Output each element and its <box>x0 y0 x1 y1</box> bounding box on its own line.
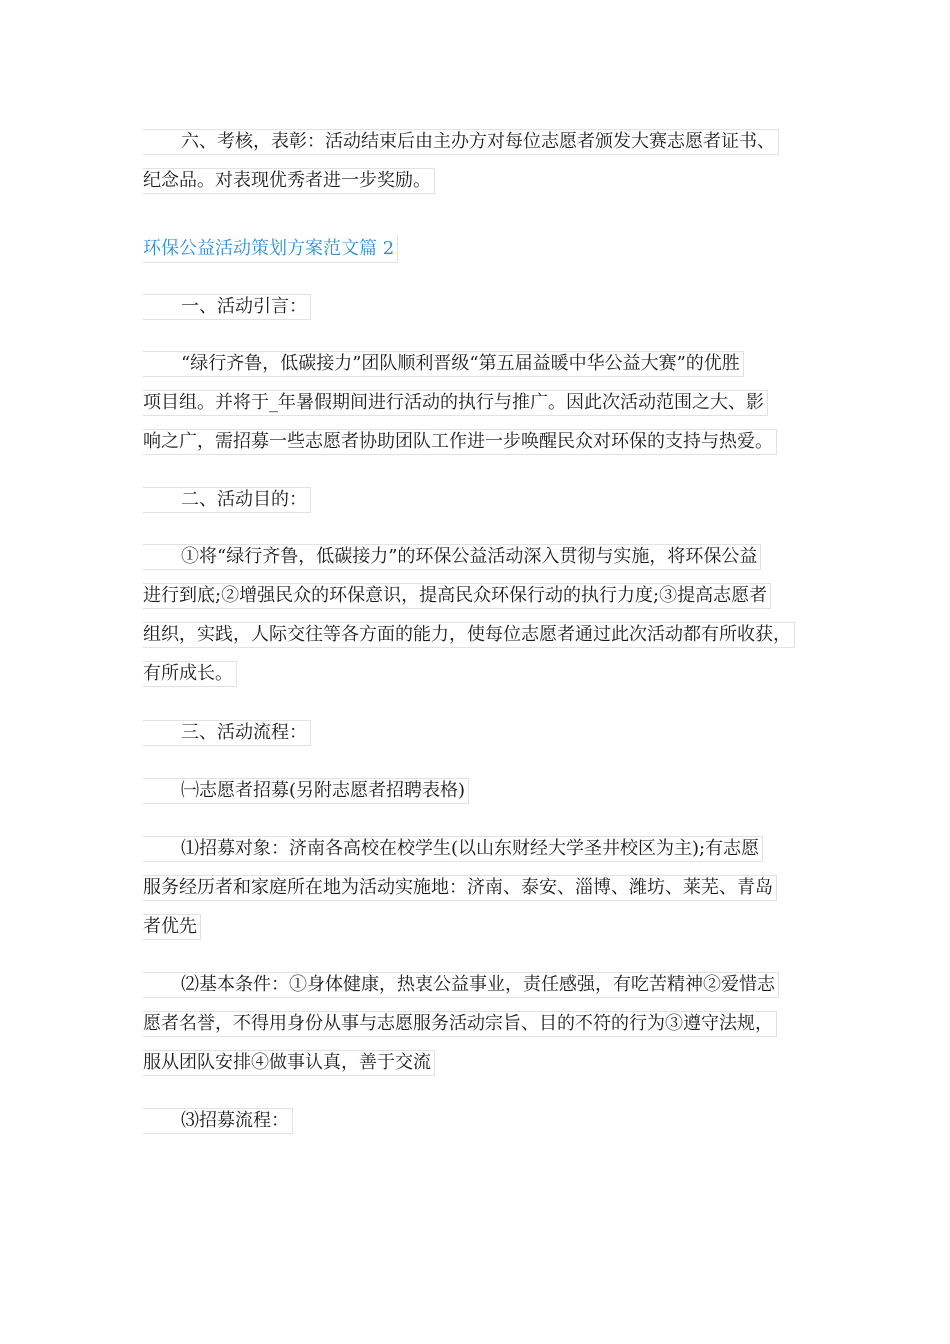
section-title-text: 环保公益活动策划方案范文篇 2 <box>143 236 398 263</box>
text-line: 者优先 <box>143 914 201 940</box>
section-title <box>143 236 398 263</box>
text-line: 二、活动目的： <box>143 487 311 513</box>
text-line: ①将“绿行齐鲁，低碳接力”的环保公益活动深入贯彻与实施，将环保公益 <box>143 544 761 570</box>
text-line: ⑴招募对象：济南各高校在校学生(以山东财经大学圣井校区为主);有志愿 <box>143 836 763 862</box>
paragraph-assessment <box>143 129 807 207</box>
paragraph-recruitment-heading <box>143 778 807 817</box>
text-line: 六、考核，表彰：活动结束后由主办方对每位志愿者颁发大赛志愿者证书、 <box>143 129 779 155</box>
text-line: 有所成长。 <box>143 661 237 687</box>
paragraph-intro <box>143 351 807 468</box>
paragraph-purpose-heading <box>143 487 807 526</box>
text-line: ㈠志愿者招募(另附志愿者招聘表格) <box>143 778 469 804</box>
text-line: 纪念品。对表现优秀者进一步奖励。 <box>143 168 435 194</box>
text-line: ⑵基本条件：①身体健康，热衷公益事业，责任感强，有吃苦精神②爱惜志 <box>143 972 779 998</box>
text-line: 组织，实践，人际交往等各方面的能力，使每位志愿者通过此次活动都有所收获， <box>143 622 795 648</box>
paragraph-process-heading <box>143 720 807 759</box>
paragraph-basic-conditions <box>143 972 807 1089</box>
text-line: ⑶招募流程： <box>143 1108 293 1134</box>
paragraph-purpose <box>143 544 807 700</box>
paragraph-recruitment-target <box>143 836 807 953</box>
paragraph-intro-heading <box>143 294 807 333</box>
text-line: 服从团队安排④做事认真，善于交流 <box>143 1050 435 1076</box>
text-line: 进行到底;②增强民众的环保意识，提高民众环保行动的执行力度;③提高志愿者 <box>143 583 771 609</box>
text-line: “绿行齐鲁，低碳接力”团队顺利晋级“第五届益暖中华公益大赛”的优胜 <box>143 351 744 377</box>
text-line: 服务经历者和家庭所在地为活动实施地：济南、泰安、淄博、潍坊、莱芜、青岛 <box>143 875 777 901</box>
text-line: 一、活动引言： <box>143 294 311 320</box>
paragraph-recruitment-process <box>143 1108 807 1147</box>
text-line: 愿者名誉，不得用身份从事与志愿服务活动宗旨、目的不符的行为③遵守法规， <box>143 1011 777 1037</box>
text-line: 项目组。并将于_年暑假期间进行活动的执行与推广。因此次活动范围之大、影 <box>143 390 768 416</box>
text-line: 响之广，需招募一些志愿者协助团队工作进一步唤醒民众对环保的支持与热爱。 <box>143 429 777 455</box>
text-line: 三、活动流程： <box>143 720 311 746</box>
